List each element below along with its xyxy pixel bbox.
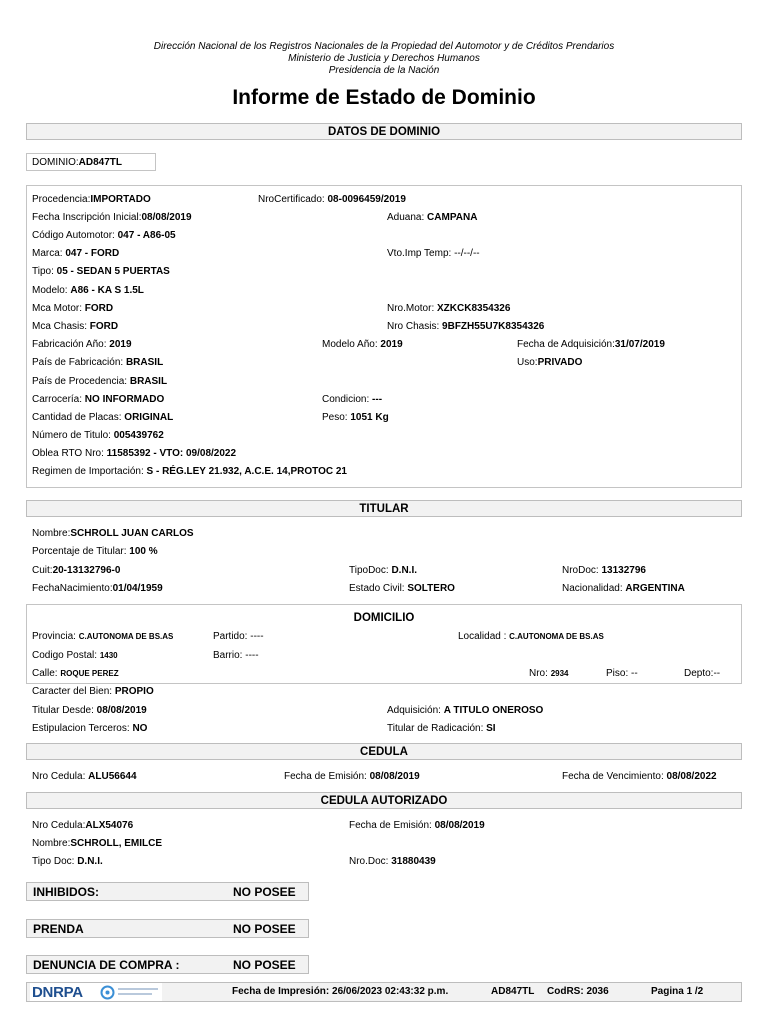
nro-field: Nro: 2934 xyxy=(529,668,569,679)
prenda-label: PRENDA xyxy=(33,922,84,936)
section-titular: TITULAR xyxy=(26,500,742,517)
calle-field: Calle: ROQUE PEREZ xyxy=(32,668,119,679)
pais-procedencia-field: País de Procedencia: BRASIL xyxy=(32,376,168,387)
mca-chasis-field: Mca Chasis: FORD xyxy=(32,321,119,332)
cedula-nro-field: Nro Cedula: ALU56644 xyxy=(32,771,137,782)
cantidad-placas-field: Cantidad de Placas: ORIGINAL xyxy=(32,412,174,423)
modelo-anio-field: Modelo Año: 2019 xyxy=(322,339,403,350)
section-cedula-autorizado: CEDULA AUTORIZADO xyxy=(26,792,742,809)
uso-field: Uso:PRIVADO xyxy=(517,357,583,368)
codigo-automotor-field: Código Automotor: 047 - A86-05 xyxy=(32,230,176,241)
modelo-field: Modelo: A86 - KA S 1.5L xyxy=(32,285,144,296)
porcentaje-titular-field: Porcentaje de Titular: 100 % xyxy=(32,546,158,557)
cedula-aut-nro-field: Nro Cedula:ALX54076 xyxy=(32,820,134,831)
fecha-inscripcion-field: Fecha Inscripción Inicial:08/08/2019 xyxy=(32,212,192,223)
dnrpa-logo: DNRPA xyxy=(32,984,83,1001)
barrio-field: Barrio: ---- xyxy=(213,650,259,661)
fabricacion-anio-field: Fabricación Año: 2019 xyxy=(32,339,132,350)
nrodoc-field: NroDoc: 13132796 xyxy=(562,565,646,576)
titular-desde-field: Titular Desde: 08/08/2019 xyxy=(32,705,147,716)
peso-field: Peso: 1051 Kg xyxy=(322,412,389,423)
codigo-postal-field: Codigo Postal: 1430 xyxy=(32,650,118,661)
condicion-field: Condicion: --- xyxy=(322,394,383,405)
nacionalidad-field: Nacionalidad: ARGENTINA xyxy=(562,583,685,594)
aduana-field: Aduana: CAMPANA xyxy=(387,212,478,223)
titular-radicacion-field: Titular de Radicación: SI xyxy=(387,723,496,734)
section-domicilio: DOMICILIO xyxy=(353,612,415,624)
fecha-nacimiento-field: FechaNacimiento:01/04/1959 xyxy=(32,583,163,594)
logo-caption-line xyxy=(118,993,152,995)
header-line-2: Ministerio de Justicia y Derechos Humanos xyxy=(288,53,480,64)
partido-field: Partido: ---- xyxy=(213,631,264,642)
tipodoc-field: TipoDoc: D.N.I. xyxy=(349,565,417,576)
tipo-field: Tipo: 05 - SEDAN 5 PUERTAS xyxy=(32,266,170,277)
regimen-importacion-field: Regimen de Importación: S - RÉG.LEY 21.932, A.C.E. 14,PROTOC 21 xyxy=(32,466,347,477)
footer-dominio: AD847TL xyxy=(491,986,535,997)
header-line-3: Presidencia de la Nación xyxy=(328,65,440,76)
pais-fabricacion-field: País de Fabricación: BRASIL xyxy=(32,357,164,368)
cuit-field: Cuit:20-13132796-0 xyxy=(32,565,121,576)
header-line-1: Dirección Nacional de los Registros Nacionales de la Propiedad del Automotor y de Créditos Prendarios xyxy=(153,41,615,52)
inhibidos-value: NO POSEE xyxy=(233,885,296,899)
cedula-aut-nrodoc-field: Nro.Doc: 31880439 xyxy=(349,856,436,867)
procedencia-field: Procedencia:IMPORTADO xyxy=(32,194,151,205)
denuncia-compra-value: NO POSEE xyxy=(233,958,296,972)
cedula-aut-tipodoc-field: Tipo Doc: D.N.I. xyxy=(32,856,103,867)
nro-chasis-field: Nro Chasis: 9BFZH55U7K8354326 xyxy=(387,321,545,332)
logo-caption-line xyxy=(118,988,158,990)
denuncia-compra-label: DENUNCIA DE COMPRA : xyxy=(33,958,180,972)
estado-civil-field: Estado Civil: SOLTERO xyxy=(349,583,455,594)
oblea-rto-field: Oblea RTO Nro: 11585392 - VTO: 09/08/2022 xyxy=(32,448,237,459)
adquisicion-field: Adquisición: A TITULO ONEROSO xyxy=(387,705,544,716)
caracter-bien-field: Caracter del Bien: PROPIO xyxy=(32,686,154,697)
prenda-value: NO POSEE xyxy=(233,922,296,936)
titular-nombre-field: Nombre:SCHROLL JUAN CARLOS xyxy=(32,528,194,539)
provincia-field: Provincia: C.AUTONOMA DE BS.AS xyxy=(32,631,174,642)
footer-codrs: CodRS: 2036 xyxy=(547,986,609,997)
mca-motor-field: Mca Motor: FORD xyxy=(32,303,114,314)
localidad-field: Localidad : C.AUTONOMA DE BS.AS xyxy=(458,631,604,642)
carroceria-field: Carrocería: NO INFORMADO xyxy=(32,394,165,405)
page-title: Informe de Estado de Dominio xyxy=(232,86,536,109)
nro-motor-field: Nro.Motor: XZKCK8354326 xyxy=(387,303,511,314)
vto-imp-field: Vto.Imp Temp: --/--/-- xyxy=(387,248,480,259)
piso-field: Piso: -- xyxy=(606,668,638,679)
cedula-aut-emision-field: Fecha de Emisión: 08/08/2019 xyxy=(349,820,485,831)
nrocertificado-field: NroCertificado: 08-0096459/2019 xyxy=(258,194,406,205)
numero-titulo-field: Número de Titulo: 005439762 xyxy=(32,430,164,441)
section-cedula: CEDULA xyxy=(26,743,742,760)
prenda-box xyxy=(26,919,309,938)
inhibidos-box xyxy=(26,882,309,901)
marca-field: Marca: 047 - FORD xyxy=(32,248,120,259)
denuncia-compra-box xyxy=(26,955,309,974)
fecha-impresion: Fecha de Impresión: 26/06/2023 02:43:32 p.m. xyxy=(232,986,449,997)
footer-logo-area xyxy=(30,983,162,1001)
depto-field: Depto:-- xyxy=(684,668,721,679)
fecha-adquisicion-field: Fecha de Adquisición:31/07/2019 xyxy=(517,339,665,350)
cedula-vencimiento-field: Fecha de Vencimiento: 08/08/2022 xyxy=(562,771,717,782)
cedula-emision-field: Fecha de Emisión: 08/08/2019 xyxy=(284,771,420,782)
dnrpa-emblem-icon xyxy=(100,985,115,1000)
dominio-field: DOMINIO:AD847TL xyxy=(32,157,123,168)
cedula-aut-nombre-field: Nombre:SCHROLL, EMILCE xyxy=(32,838,163,849)
inhibidos-label: INHIBIDOS: xyxy=(33,885,99,899)
estipulacion-terceros-field: Estipulacion Terceros: NO xyxy=(32,723,148,734)
footer-pagina: Pagina 1 /2 xyxy=(651,986,704,997)
section-datos-dominio: DATOS DE DOMINIO xyxy=(26,123,742,140)
